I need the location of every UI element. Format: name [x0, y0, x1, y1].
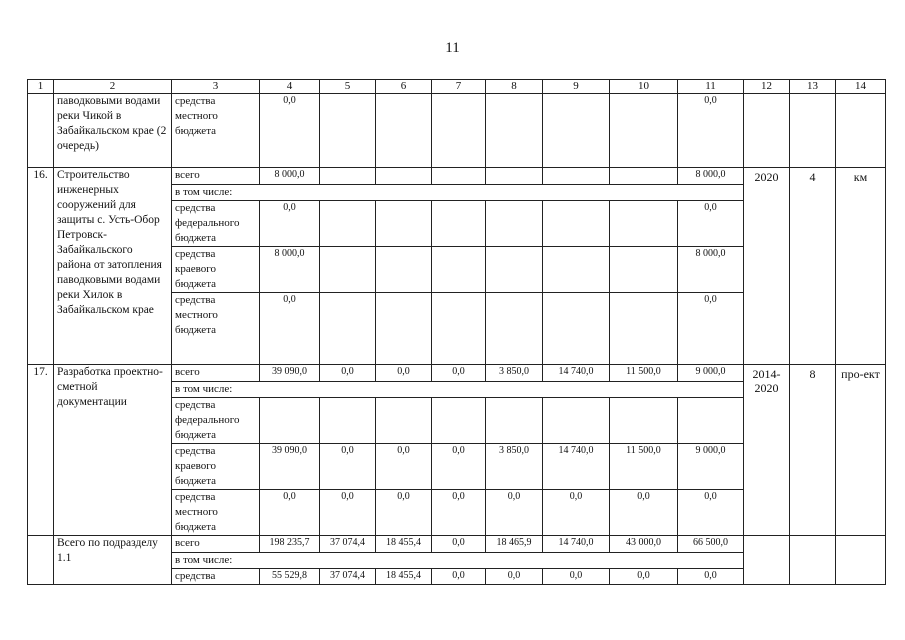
col-header: 13 — [790, 80, 836, 94]
value-cell: 0,0 — [432, 569, 486, 585]
value-cell: 0,0 — [678, 201, 744, 247]
col-header: 12 — [744, 80, 790, 94]
funding-source: средства краевого бюджета — [172, 444, 260, 490]
funding-source: средства краевого бюджета — [172, 247, 260, 293]
col-header: 2 — [54, 80, 172, 94]
funding-source: всего — [172, 168, 260, 185]
row-number: 16. — [28, 168, 54, 365]
value-cell: 18 465,9 — [486, 536, 543, 553]
object-name: паводковыми водами реки Чикой в Забайкальском крае (2 очередь) — [54, 94, 172, 168]
value-cell: 0,0 — [260, 94, 320, 168]
value-cell: 0,0 — [320, 444, 376, 490]
value-cell: 0,0 — [376, 444, 432, 490]
value-cell: 8 000,0 — [260, 247, 320, 293]
value-cell: 39 090,0 — [260, 365, 320, 382]
value-cell: 18 455,4 — [376, 536, 432, 553]
funding-source: средства федерального бюджета — [172, 201, 260, 247]
value-cell: 3 850,0 — [486, 365, 543, 382]
object-name: Разработка проектно-сметной документации — [54, 365, 172, 536]
col-header: 14 — [836, 80, 886, 94]
value-cell: 8 000,0 — [678, 247, 744, 293]
value-cell: 0,0 — [486, 569, 543, 585]
funding-source: всего — [172, 536, 260, 553]
funding-source: в том числе: — [172, 382, 744, 398]
funding-source: средства федерального бюджета — [172, 398, 260, 444]
table-row — [28, 94, 886, 168]
value-cell: 0,0 — [678, 94, 744, 168]
value-cell: 8 000,0 — [260, 168, 320, 185]
value-cell: 0,0 — [543, 490, 610, 536]
value-cell: 37 074,4 — [320, 536, 376, 553]
value-cell: 43 000,0 — [610, 536, 678, 553]
page-number: 11 — [445, 40, 460, 56]
value-cell: 0,0 — [260, 201, 320, 247]
value-cell: 0,0 — [610, 490, 678, 536]
value-cell: 0,0 — [432, 490, 486, 536]
row-number: 17. — [28, 365, 54, 536]
value-cell: 0,0 — [486, 490, 543, 536]
value-cell: 9 000,0 — [678, 365, 744, 382]
funding-source: средства — [172, 569, 260, 585]
value-cell: 198 235,7 — [260, 536, 320, 553]
completion-year: 2014-2020 — [744, 365, 790, 536]
value-cell: 14 740,0 — [543, 536, 610, 553]
capacity-unit: про-ект — [836, 365, 886, 536]
funding-source: средства местного бюджета — [172, 94, 260, 168]
value-cell: 0,0 — [432, 444, 486, 490]
value-cell: 14 740,0 — [543, 365, 610, 382]
col-header: 9 — [543, 80, 610, 94]
subtotal-label: Всего по подразделу 1.1 — [54, 536, 172, 585]
value-cell: 0,0 — [678, 293, 744, 365]
funding-source: в том числе: — [172, 553, 744, 569]
col-header: 1 — [28, 80, 54, 94]
value-cell: 18 455,4 — [376, 569, 432, 585]
value-cell: 39 090,0 — [260, 444, 320, 490]
value-cell: 0,0 — [320, 365, 376, 382]
capacity-value: 8 — [790, 365, 836, 536]
budget-table — [27, 79, 886, 585]
value-cell: 66 500,0 — [678, 536, 744, 553]
value-cell: 37 074,4 — [320, 569, 376, 585]
value-cell: 0,0 — [678, 490, 744, 536]
value-cell: 0,0 — [678, 569, 744, 585]
col-header: 10 — [610, 80, 678, 94]
value-cell: 11 500,0 — [610, 444, 678, 490]
value-cell: 0,0 — [432, 536, 486, 553]
value-cell: 14 740,0 — [543, 444, 610, 490]
value-cell: 0,0 — [432, 365, 486, 382]
col-header: 7 — [432, 80, 486, 94]
value-cell: 0,0 — [543, 569, 610, 585]
capacity-value: 4 — [790, 168, 836, 365]
col-header: 6 — [376, 80, 432, 94]
object-name: Строительство инженерных сооружений для защиты с. Усть-Обор Петровск-Забайкальского района от затопления паводковыми водами реки Хилок в Забайкальском крае — [54, 168, 172, 365]
funding-source: всего — [172, 365, 260, 382]
funding-source: средства местного бюджета — [172, 293, 260, 365]
column-header-row — [28, 80, 886, 94]
col-header: 8 — [486, 80, 543, 94]
table-row — [28, 365, 886, 382]
value-cell: 0,0 — [320, 490, 376, 536]
funding-source: средства местного бюджета — [172, 490, 260, 536]
funding-source: в том числе: — [172, 185, 744, 201]
value-cell: 0,0 — [260, 293, 320, 365]
value-cell: 55 529,8 — [260, 569, 320, 585]
value-cell: 8 000,0 — [678, 168, 744, 185]
value-cell: 0,0 — [376, 365, 432, 382]
col-header: 4 — [260, 80, 320, 94]
col-header: 3 — [172, 80, 260, 94]
col-header: 5 — [320, 80, 376, 94]
value-cell: 0,0 — [376, 490, 432, 536]
value-cell: 3 850,0 — [486, 444, 543, 490]
value-cell: 11 500,0 — [610, 365, 678, 382]
col-header: 11 — [678, 80, 744, 94]
completion-year: 2020 — [744, 168, 790, 365]
value-cell: 0,0 — [610, 569, 678, 585]
table-row — [28, 168, 886, 185]
value-cell: 9 000,0 — [678, 444, 744, 490]
value-cell: 0,0 — [260, 490, 320, 536]
table-row — [28, 536, 886, 553]
capacity-unit: км — [836, 168, 886, 365]
